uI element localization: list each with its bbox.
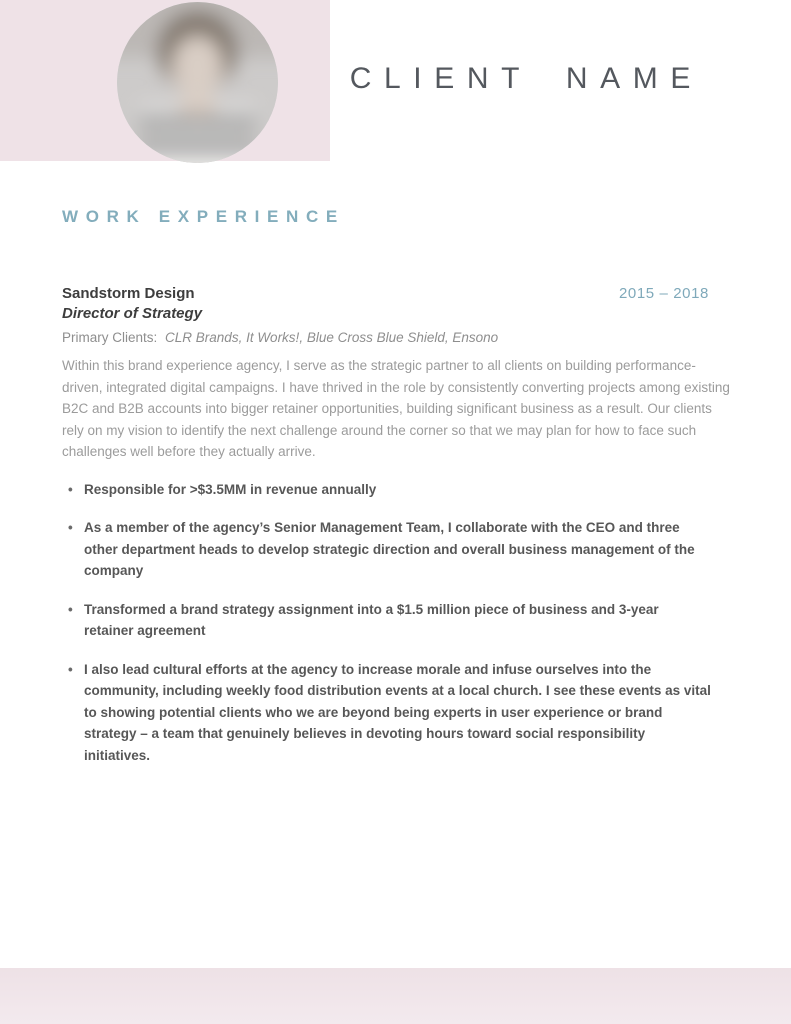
bullet-item: • Responsible for >$3.5MM in revenue annually	[68, 479, 711, 501]
job-header-row	[62, 285, 731, 302]
profile-photo-image	[117, 2, 278, 163]
profile-photo	[117, 2, 278, 163]
company-name: Sandstorm Design	[62, 285, 195, 302]
achievement-list	[62, 479, 731, 767]
primary-clients	[62, 330, 731, 345]
content-area	[62, 161, 731, 783]
section-title-work-experience: WORK EXPERIENCE	[62, 207, 345, 226]
job-title: Director of Strategy	[62, 305, 203, 322]
primary-clients-label: Primary Clients:	[62, 330, 158, 345]
job-dates: 2015 – 2018	[618, 285, 709, 302]
primary-clients-list: CLR Brands, It Works!, Blue Cross Blue Shield, Ensono	[165, 330, 499, 345]
footer-band	[0, 968, 791, 1024]
bullet-item: • I also lead cultural efforts at the agency to increase morale and infuse ourselves into the community, including weekly food distribution events at a local church. I see these events as vital to showing potential clients who we are beyond being experts in user experience or brand strategy – a team that genuinely believes in devoting hours toward social responsibility initiatives.	[68, 659, 711, 767]
job-summary: Within this brand experience agency, I serve as the strategic partner to all clients on building performance-driven, integrated digital campaigns. I have thrived in the role by consistently converting projects among existing B2C and B2B accounts into bigger retainer opportunities, building significant business as a result. Our clients rely on my vision to identify the next challenge around the corner so that we may plan for how to face such challenges well before they actually arrive.	[62, 358, 730, 459]
bullet-item: • Transformed a brand strategy assignment into a $1.5 million piece of business and 3-year retainer agreement	[68, 599, 711, 642]
bullet-item: • As a member of the agency’s Senior Management Team, I collaborate with the CEO and three other department heads to develop strategic direction and overall business management of the company	[68, 517, 711, 582]
client-name: CLIENT NAME	[349, 62, 703, 95]
